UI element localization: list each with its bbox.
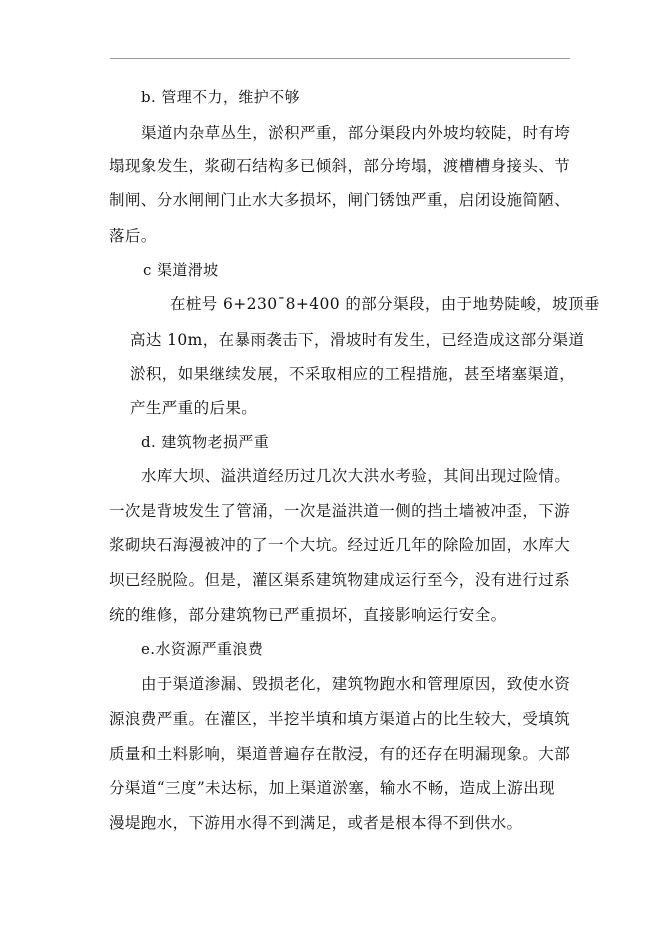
section-e-line: 源浪费严重。在灌区，半挖半填和填方渠道占的比生较大，受填筑 bbox=[109, 710, 571, 728]
section-b-line: 渠道内杂草丛生，淤积严重，部分渠段内外坡均较陡，时有垮 bbox=[141, 124, 571, 142]
section-c-line: 淤积，如果继续发展，不采取相应的工程措施，甚至堵塞渠道， bbox=[130, 365, 576, 383]
section-b-line: 塌现象发生，浆砌石结构多已倾斜，部分垮塌，渡槽槽身接头、节 bbox=[109, 157, 571, 175]
section-e-line: 质量和土料影响，渠道普遍存在散浸，有的还存在明漏现象。大部 bbox=[109, 745, 571, 763]
section-d-line: 统的维修，部分建筑物已严重损坏，直接影响运行安全。 bbox=[109, 606, 507, 624]
section-d-line: 浆砌块石海漫被冲的了一个大坑。经过近几年的除险加固，水库大 bbox=[109, 536, 571, 554]
section-e-line: 由于渠道渗漏、毁损老化，建筑物跑水和管理原因，致使水资 bbox=[141, 675, 571, 693]
section-b-line: 落后。 bbox=[109, 227, 157, 245]
section-c-heading: c 渠道滑坡 bbox=[143, 261, 219, 279]
section-b-line: 制闸、分水闸闸门止水大多损坏，闸门锈蚀严重，启闭设施简陋、 bbox=[109, 191, 571, 209]
section-d-line: 水库大坝、溢洪道经历过几次大洪水考验，其间出现过险情。 bbox=[141, 467, 571, 485]
section-d-heading: d. 建筑物老损严重 bbox=[141, 433, 270, 451]
section-d-line: 一次是背坡发生了管涌，一次是溢洪道一侧的挡土墙被冲歪，下游 bbox=[109, 502, 571, 520]
section-e-line: 漫堤跑水，下游用水得不到满足，或者是根本得不到供水。 bbox=[109, 814, 523, 832]
section-e-heading: e.水资源严重浪费 bbox=[141, 640, 264, 658]
section-c-line: 产生严重的后果。 bbox=[130, 399, 258, 417]
section-c-line: 在桩号 6+230¯8+400 的部分渠段，由于地势陡峻，坡顶垂 bbox=[170, 295, 600, 313]
section-c-line: 高达 10m，在暴雨袭击下，滑坡时有发生，已经造成这部分渠道 bbox=[130, 331, 585, 349]
section-d-line: 坝已经脱险。但是，灌区渠系建筑物建成运行至今，没有进行过系 bbox=[109, 571, 571, 589]
section-e-line: 分渠道“三度”未达标，加上渠道淤塞，输水不畅，造成上游出现 bbox=[109, 779, 555, 797]
header-rule bbox=[110, 58, 570, 59]
section-b-heading: b. 管理不力，维护不够 bbox=[141, 88, 300, 106]
